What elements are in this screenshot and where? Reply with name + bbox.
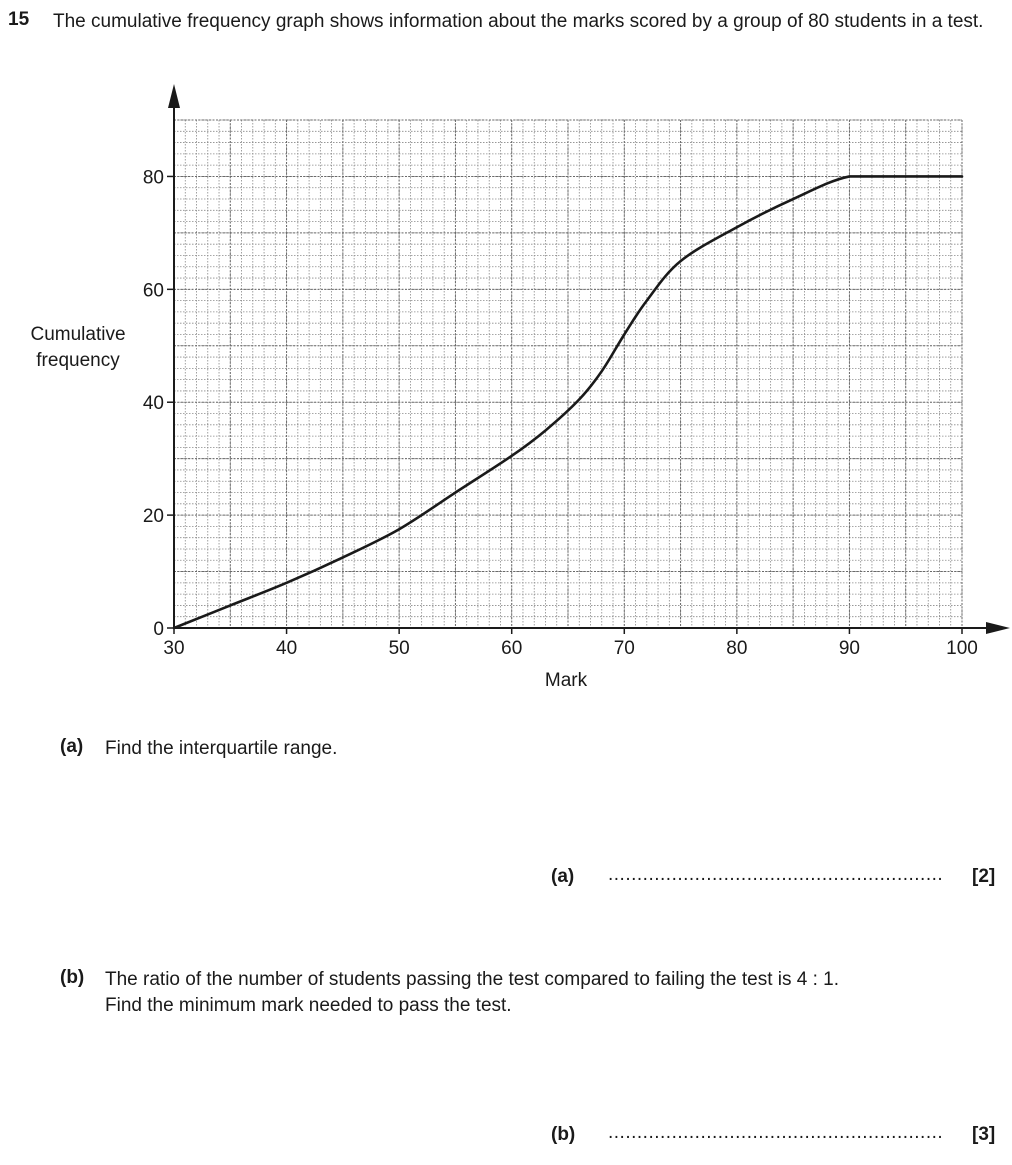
marks-b: [3] [972,1124,996,1145]
x-tick-label: 80 [726,638,748,659]
x-tick-label: 40 [276,638,298,659]
x-tick-label: 70 [613,638,635,659]
x-axis-arrow [986,622,1010,634]
y-tick-label: 40 [142,393,164,415]
y-tick-label: 0 [153,619,164,640]
answer-a-line[interactable]: .......................................................... [608,864,944,885]
x-tick-label: 90 [838,638,860,659]
answer-a-label: (a) [551,866,575,887]
y-axis-arrow [168,84,180,108]
y-tick-label: 60 [142,280,164,302]
y-tick-label: 80 [142,167,164,189]
cumulative-frequency-chart [0,80,1012,700]
x-tick-label: 100 [946,638,978,659]
part-b-text-line-1: The ratio of the number of students passing the test compared to failing the test is 4 : 1. [105,969,840,990]
answer-b-label: (b) [551,1124,576,1145]
x-tick-label: 60 [501,638,523,659]
marks-a: [2] [972,866,996,887]
question-text: The cumulative frequency graph shows information about the marks scored by a group of 80 students in a test. [53,11,984,32]
x-tick-label: 50 [388,638,410,659]
part-b-label: (b) [60,967,85,988]
x-axis-title: Mark [544,670,588,691]
question-number: 15 [8,9,30,30]
y-axis-title: Cumulative frequency [30,324,126,371]
part-b-text-line-2: Find the minimum mark needed to pass the test. [105,995,512,1016]
answer-b-line[interactable]: .......................................................... [608,1122,944,1143]
x-tick-label: 30 [163,638,185,659]
part-a-text: Find the interquartile range. [105,738,338,759]
y-tick-label: 20 [142,506,164,528]
part-a-label: (a) [60,736,84,757]
